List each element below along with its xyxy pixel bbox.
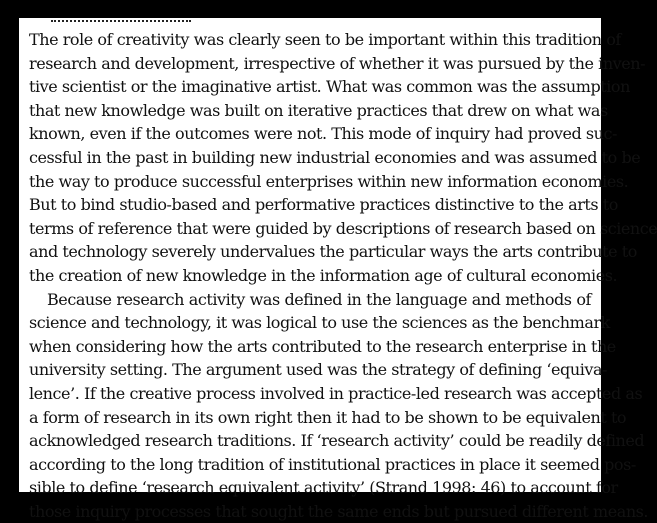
text-line: the creation of new knowledge in the information age of cultural economies. (29, 265, 618, 285)
text-line: the way to produce successful enterprises within new information economies. (29, 171, 629, 191)
text-line: university setting. The argument used was the strategy of defining ‘equiva- (29, 360, 607, 380)
text-line: cessful in the past in building new industrial economies and was assumed to be (29, 147, 641, 167)
text-line: and technology severely undervalues the particular ways the arts contribute to (29, 242, 637, 262)
paragraph-1 (29, 28, 657, 288)
text-line: a form of research in its own right then it had to be shown to be equivalent to (29, 407, 627, 427)
text-line: Because research activity was defined in the language and methods of (47, 289, 591, 309)
document-page (19, 18, 657, 521)
text-line: that new knowledge was built on iterative practices that drew on what was (29, 100, 608, 120)
text-line: sible to define ‘research equivalent activity’ (Strand 1998: 46) to account for (29, 478, 618, 498)
text-line: research and development, irrespective of whether it was pursued by the inven- (29, 53, 646, 73)
text-line: lence’. If the creative process involved in practice-led research was accepted as (29, 383, 643, 403)
cropped-previous-line (51, 18, 191, 22)
text-line: acknowledged research traditions. If ‘research activity’ could be readily defined (29, 431, 645, 451)
text-line: when considering how the arts contributed to the research enterprise in the (29, 336, 616, 356)
text-line: according to the long tradition of institutional practices in place it seemed pos- (29, 454, 636, 474)
text-line: The role of creativity was clearly seen to be important within this tradition of (29, 30, 621, 49)
text-line: known, even if the outcomes were not. This mode of inquiry had proved suc- (29, 124, 617, 144)
text-line: science and technology, it was logical to use the sciences as the benchmark (29, 313, 610, 333)
text-line: terms of reference that were guided by descriptions of research based on science (29, 218, 657, 238)
text-line: those inquiry processes that sought the same ends but pursued different means. (29, 501, 649, 521)
text-line: tive scientist or the imaginative artist. What was common was the assumption (29, 77, 630, 97)
text-line: But to bind studio-based and performative practices distinctive to the arts to (29, 195, 618, 215)
paragraph-2 (29, 288, 649, 523)
body-text (29, 28, 657, 523)
